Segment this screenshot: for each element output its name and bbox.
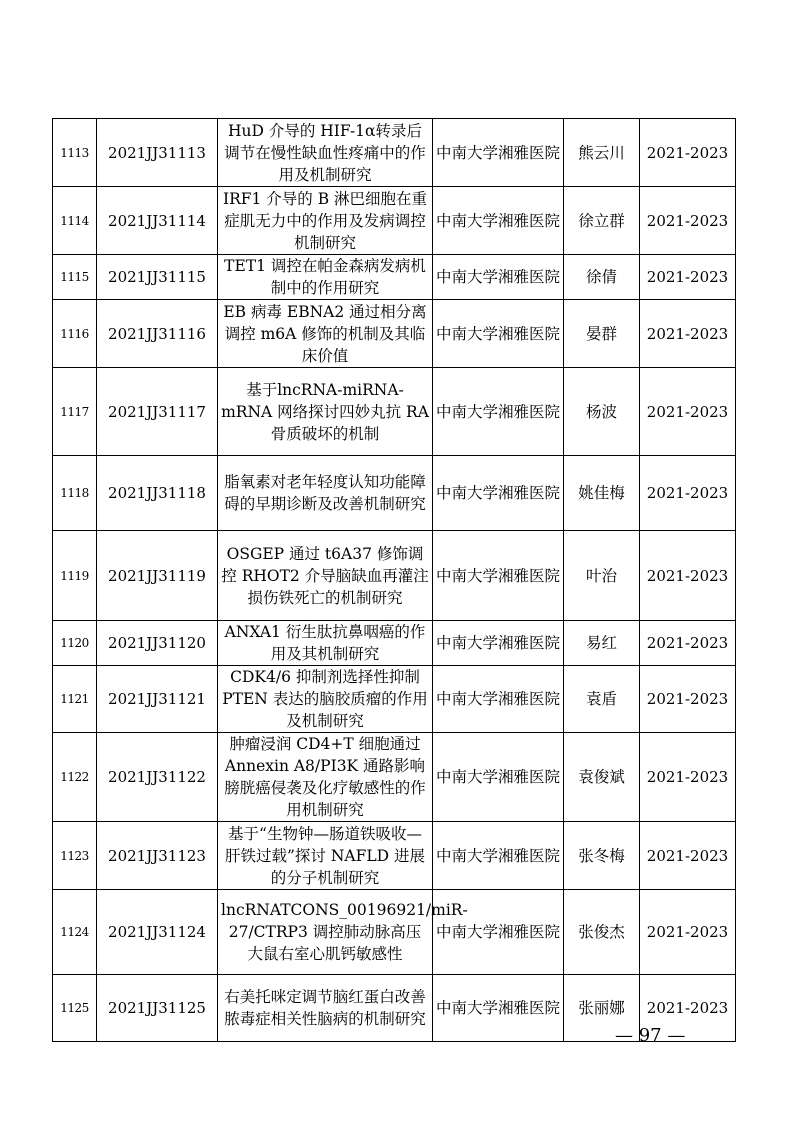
cell-title: IRF1 介导的 B 淋巴细胞在重症肌无力中的作用及发病调控机制研究 — [218, 187, 433, 255]
cell-no: 1114 — [53, 187, 97, 255]
cell-title: CDK4/6 抑制剂选择性抑制 PTEN 表达的脑胶质瘤的作用及机制研究 — [218, 666, 433, 733]
cell-code: 2021JJ31119 — [97, 531, 218, 621]
cell-leader: 姚佳梅 — [564, 456, 640, 531]
cell-no: 1120 — [53, 621, 97, 666]
cell-no: 1115 — [53, 255, 97, 300]
cell-period: 2021-2023 — [640, 666, 736, 733]
cell-org: 中南大学湘雅医院 — [433, 187, 564, 255]
cell-period: 2021-2023 — [640, 255, 736, 300]
cell-title: EB 病毒 EBNA2 通过相分离调控 m6A 修饰的机制及其临床价值 — [218, 300, 433, 368]
cell-code: 2021JJ31122 — [97, 733, 218, 822]
cell-code: 2021JJ31125 — [97, 975, 218, 1042]
table-row — [53, 300, 736, 368]
cell-code: 2021JJ31114 — [97, 187, 218, 255]
cell-code: 2021JJ31113 — [97, 119, 218, 187]
cell-period: 2021-2023 — [640, 368, 736, 456]
project-table-body — [53, 119, 736, 1042]
cell-period: 2021-2023 — [640, 822, 736, 890]
cell-leader: 袁俊斌 — [564, 733, 640, 822]
cell-leader: 杨波 — [564, 368, 640, 456]
table-row — [53, 456, 736, 531]
cell-no: 1124 — [53, 890, 97, 975]
cell-title: HuD 介导的 HIF-1α转录后调节在慢性缺血性疼痛中的作用及机制研究 — [218, 119, 433, 187]
table-row — [53, 890, 736, 975]
cell-no: 1122 — [53, 733, 97, 822]
cell-leader: 晏群 — [564, 300, 640, 368]
project-table — [52, 118, 736, 1042]
cell-org: 中南大学湘雅医院 — [433, 666, 564, 733]
cell-title: 肿瘤浸润 CD4+T 细胞通过 Annexin A8/PI3K 通路影响膀胱癌侵袭及化疗敏感性的作用机制研究 — [218, 733, 433, 822]
cell-leader: 张俊杰 — [564, 890, 640, 975]
table-row — [53, 531, 736, 621]
cell-leader: 张冬梅 — [564, 822, 640, 890]
cell-title: TET1 调控在帕金森病发病机制中的作用研究 — [218, 255, 433, 300]
cell-code: 2021JJ31120 — [97, 621, 218, 666]
cell-leader: 易红 — [564, 621, 640, 666]
cell-org: 中南大学湘雅医院 — [433, 119, 564, 187]
cell-no: 1118 — [53, 456, 97, 531]
cell-leader: 熊云川 — [564, 119, 640, 187]
cell-leader: 叶治 — [564, 531, 640, 621]
cell-period: 2021-2023 — [640, 890, 736, 975]
table-row — [53, 822, 736, 890]
cell-period: 2021-2023 — [640, 733, 736, 822]
cell-no: 1113 — [53, 119, 97, 187]
cell-no: 1125 — [53, 975, 97, 1042]
table-row — [53, 187, 736, 255]
cell-org: 中南大学湘雅医院 — [433, 890, 564, 975]
cell-no: 1121 — [53, 666, 97, 733]
cell-code: 2021JJ31115 — [97, 255, 218, 300]
cell-period: 2021-2023 — [640, 531, 736, 621]
cell-no: 1123 — [53, 822, 97, 890]
cell-org: 中南大学湘雅医院 — [433, 300, 564, 368]
cell-org: 中南大学湘雅医院 — [433, 531, 564, 621]
table-row — [53, 119, 736, 187]
cell-title: OSGEP 通过 t6A37 修饰调控 RHOT2 介导脑缺血再灌注损伤铁死亡的机制研究 — [218, 531, 433, 621]
cell-leader: 袁盾 — [564, 666, 640, 733]
cell-org: 中南大学湘雅医院 — [433, 368, 564, 456]
cell-title: 右美托咪定调节脑红蛋白改善脓毒症相关性脑病的机制研究 — [218, 975, 433, 1042]
cell-org: 中南大学湘雅医院 — [433, 733, 564, 822]
cell-code: 2021JJ31117 — [97, 368, 218, 456]
cell-no: 1117 — [53, 368, 97, 456]
cell-code: 2021JJ31116 — [97, 300, 218, 368]
cell-period: 2021-2023 — [640, 456, 736, 531]
table-row — [53, 368, 736, 456]
cell-org: 中南大学湘雅医院 — [433, 975, 564, 1042]
cell-title: 脂氧素对老年轻度认知功能障碍的早期诊断及改善机制研究 — [218, 456, 433, 531]
cell-period: 2021-2023 — [640, 187, 736, 255]
page-number: — 97 — — [615, 1025, 686, 1046]
cell-code: 2021JJ31123 — [97, 822, 218, 890]
cell-period: 2021-2023 — [640, 119, 736, 187]
cell-title: ANXA1 衍生肽抗鼻咽癌的作用及其机制研究 — [218, 621, 433, 666]
cell-leader: 徐倩 — [564, 255, 640, 300]
cell-org: 中南大学湘雅医院 — [433, 255, 564, 300]
cell-code: 2021JJ31124 — [97, 890, 218, 975]
cell-period: 2021-2023 — [640, 621, 736, 666]
cell-period: 2021-2023 — [640, 975, 736, 1042]
table-row — [53, 733, 736, 822]
cell-no: 1116 — [53, 300, 97, 368]
cell-org: 中南大学湘雅医院 — [433, 621, 564, 666]
cell-leader: 张丽娜 — [564, 975, 640, 1042]
cell-period: 2021-2023 — [640, 300, 736, 368]
cell-org: 中南大学湘雅医院 — [433, 456, 564, 531]
cell-title: lncRNATCONS_00196921/miR-27/CTRP3 调控肺动脉高压大鼠右室心肌钙敏感性 — [218, 890, 433, 975]
table-row — [53, 666, 736, 733]
cell-title: 基于lncRNA-miRNA-mRNA 网络探讨四妙丸抗 RA 骨质破坏的机制 — [218, 368, 433, 456]
cell-code: 2021JJ31121 — [97, 666, 218, 733]
table-row — [53, 621, 736, 666]
cell-leader: 徐立群 — [564, 187, 640, 255]
cell-no: 1119 — [53, 531, 97, 621]
cell-org: 中南大学湘雅医院 — [433, 822, 564, 890]
cell-code: 2021JJ31118 — [97, 456, 218, 531]
table-row — [53, 255, 736, 300]
cell-title: 基于“生物钟—肠道铁吸收—肝铁过载”探讨 NAFLD 进展的分子机制研究 — [218, 822, 433, 890]
